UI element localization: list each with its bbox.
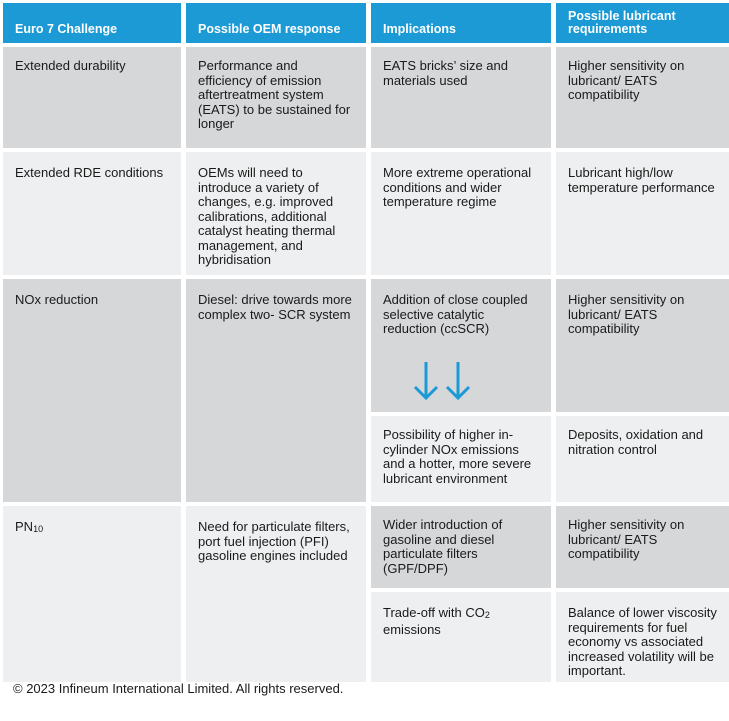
cell-lubricant-durability: Higher sensitivity on lubricant/ EATS compatibility	[556, 47, 729, 148]
cell-lubricant-nox-2: Deposits, oxidation and nitration control	[556, 416, 729, 502]
cell-implication-pn10-1: Wider introduction of gasoline and diesel particulate filters (GPF/DPF)	[371, 506, 551, 588]
euro7-table	[3, 3, 729, 682]
header-implications: Implications	[371, 3, 551, 43]
cell-lubricant-rde: Lubricant high/low temperature performance	[556, 152, 729, 275]
cell-challenge-nox: NOx reduction	[3, 279, 181, 502]
down-arrow-icon	[445, 361, 471, 401]
cell-oem-nox: Diesel: drive towards more complex two- SCR system	[186, 279, 366, 502]
cell-oem-pn10: Need for particulate filters, port fuel injection (PFI) gasoline engines included	[186, 506, 366, 682]
cell-oem-durability: Performance and efficiency of emission aftertreatment system (EATS) to be sustained for longer	[186, 47, 366, 148]
co2-tradeoff-text: Trade-off with CO	[383, 605, 485, 620]
copyright-footer: © 2023 Infineum International Limited. All rights reserved.	[13, 681, 344, 696]
down-arrow-icon	[413, 361, 439, 401]
header-euro7-challenge: Euro 7 Challenge	[3, 3, 181, 43]
cell-implication-durability: EATS bricks’ size and materials used	[371, 47, 551, 148]
co2-subscript: 2	[484, 610, 490, 620]
co2-tradeoff-end: emissions	[383, 621, 441, 637]
header-lubricant-requirements: Possible lubricant requirements	[556, 3, 729, 43]
cell-challenge-durability: Extended durability	[3, 47, 181, 148]
cell-implication-rde: More extreme operational conditions and wider temperature regime	[371, 152, 551, 275]
cell-lubricant-pn10-1: Higher sensitivity on lubricant/ EATS compatibility	[556, 506, 729, 588]
cell-implication-nox-1	[371, 279, 551, 412]
cell-lubricant-pn10-2: Balance of lower viscosity requirements for fuel economy vs associated increased volatility will be important.	[556, 592, 729, 682]
pn-subscript: 10	[33, 524, 44, 534]
cell-challenge-pn10	[3, 506, 181, 682]
implication-nox-1-text: Addition of close coupled selective catalytic reduction (ccSCR)	[383, 292, 528, 336]
cell-oem-rde: OEMs will need to introduce a variety of changes, e.g. improved calibrations, additional catalyst heating thermal management, and hybridisation	[186, 152, 366, 275]
down-arrows	[383, 361, 539, 401]
cell-lubricant-nox-1: Higher sensitivity on lubricant/ EATS compatibility	[556, 279, 729, 412]
header-oem-response: Possible OEM response	[186, 3, 366, 43]
pn-label: PN	[15, 519, 34, 534]
cell-challenge-rde: Extended RDE conditions	[3, 152, 181, 275]
cell-implication-pn10-2	[371, 592, 551, 682]
cell-implication-nox-2: Possibility of higher in-cylinder NOx emissions and a hotter, more severe lubricant environment	[371, 416, 551, 502]
